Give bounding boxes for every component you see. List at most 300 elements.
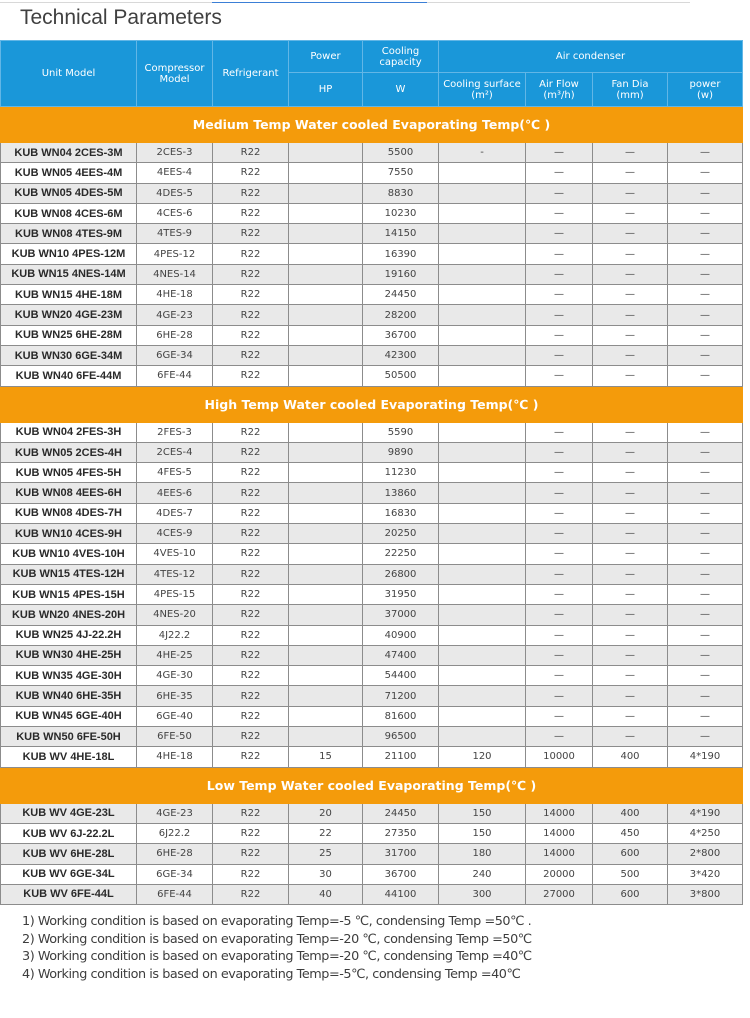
cell-compressor-model: 6GE-40: [137, 706, 213, 726]
cell-condenser-power: 2*800: [668, 844, 743, 864]
cell-fan-dia: 400: [593, 803, 668, 823]
table-row: [1, 605, 743, 625]
cell-unit-model: KUB WN08 4DES-7H: [1, 503, 137, 523]
cell-refrigerant: R22: [213, 483, 289, 503]
cell-cooling-capacity: 36700: [363, 325, 439, 345]
cell-unit-model: KUB WN15 4TES-12H: [1, 564, 137, 584]
table-row: [1, 285, 743, 305]
table-row: [1, 483, 743, 503]
cell-refrigerant: R22: [213, 605, 289, 625]
cell-cooling-capacity: 20250: [363, 524, 439, 544]
header-cooling-capacity-unit: W: [363, 73, 439, 107]
cell-cooling-surface: [439, 706, 526, 726]
table-row: [1, 564, 743, 584]
cell-air-flow: —: [526, 564, 593, 584]
cell-power-hp: [289, 686, 363, 706]
cell-unit-model: KUB WN30 6GE-34M: [1, 345, 137, 365]
section-band: [1, 386, 743, 422]
cell-cooling-surface: [439, 345, 526, 365]
cell-cooling-capacity: 47400: [363, 645, 439, 665]
cell-cooling-capacity: 40900: [363, 625, 439, 645]
cell-cooling-surface: [439, 463, 526, 483]
cell-unit-model: KUB WN15 4HE-18M: [1, 285, 137, 305]
cell-fan-dia: —: [593, 143, 668, 163]
cell-compressor-model: 4CES-9: [137, 524, 213, 544]
cell-condenser-power: —: [668, 706, 743, 726]
cell-fan-dia: —: [593, 503, 668, 523]
table-row: [1, 844, 743, 864]
cell-air-flow: —: [526, 483, 593, 503]
cell-air-flow: —: [526, 224, 593, 244]
cell-cooling-surface: [439, 163, 526, 183]
cell-condenser-power: —: [668, 584, 743, 604]
cell-fan-dia: —: [593, 584, 668, 604]
cell-cooling-surface: [439, 366, 526, 386]
cell-unit-model: KUB WN20 4GE-23M: [1, 305, 137, 325]
cell-power-hp: [289, 305, 363, 325]
cell-fan-dia: —: [593, 544, 668, 564]
cell-power-hp: 40: [289, 884, 363, 904]
header-power: Power: [289, 41, 363, 73]
header-air-flow-label: Air Flow: [539, 78, 579, 90]
table-row: [1, 463, 743, 483]
cell-unit-model: KUB WN20 4NES-20H: [1, 605, 137, 625]
cell-power-hp: 30: [289, 864, 363, 884]
cell-condenser-power: 4*190: [668, 747, 743, 767]
cell-power-hp: [289, 524, 363, 544]
cell-fan-dia: —: [593, 264, 668, 284]
header-cooling-surface: [439, 73, 526, 107]
cell-cooling-surface: 150: [439, 803, 526, 823]
cell-compressor-model: 4TES-12: [137, 564, 213, 584]
cell-condenser-power: —: [668, 285, 743, 305]
table-row: [1, 823, 743, 843]
cell-cooling-surface: [439, 727, 526, 747]
table-row: [1, 584, 743, 604]
section-title: High Temp Water cooled Evaporating Temp(℃ ): [1, 386, 743, 422]
cell-air-flow: —: [526, 183, 593, 203]
table-row: [1, 524, 743, 544]
cell-air-flow: —: [526, 625, 593, 645]
cell-compressor-model: 4PES-15: [137, 584, 213, 604]
cell-cooling-surface: [439, 422, 526, 442]
cell-air-flow: —: [526, 584, 593, 604]
cell-air-flow: 20000: [526, 864, 593, 884]
cell-condenser-power: 3*800: [668, 884, 743, 904]
cell-cooling-surface: [439, 584, 526, 604]
cell-condenser-power: —: [668, 442, 743, 462]
cell-refrigerant: R22: [213, 264, 289, 284]
cell-air-flow: 14000: [526, 803, 593, 823]
note-1: 1) Working condition is based on evaporating Temp=-5 ℃, condensing Temp =50℃ .: [22, 914, 532, 929]
cell-air-flow: —: [526, 244, 593, 264]
cell-air-flow: —: [526, 345, 593, 365]
cell-compressor-model: 4VES-10: [137, 544, 213, 564]
cell-fan-dia: —: [593, 645, 668, 665]
cell-unit-model: KUB WN25 4J-22.2H: [1, 625, 137, 645]
cell-refrigerant: R22: [213, 442, 289, 462]
cell-air-flow: —: [526, 605, 593, 625]
cell-compressor-model: 6J22.2: [137, 823, 213, 843]
table-row: [1, 183, 743, 203]
cell-compressor-model: 4DES-7: [137, 503, 213, 523]
cell-condenser-power: —: [668, 163, 743, 183]
header-fan-dia: [593, 73, 668, 107]
cell-cooling-surface: [439, 285, 526, 305]
cell-fan-dia: —: [593, 366, 668, 386]
cell-power-hp: [289, 285, 363, 305]
cell-unit-model: KUB WV 6FE-44L: [1, 884, 137, 904]
cell-compressor-model: 4EES-6: [137, 483, 213, 503]
table-row: [1, 803, 743, 823]
cell-air-flow: 27000: [526, 884, 593, 904]
cell-unit-model: KUB WN08 4CES-6M: [1, 203, 137, 223]
section-title: Medium Temp Water cooled Evaporating Temp(℃ ): [1, 107, 743, 143]
cell-compressor-model: 2FES-3: [137, 422, 213, 442]
note-3: 3) Working condition is based on evaporating Temp=-20 ℃, condensing Temp =40℃: [22, 949, 532, 964]
cell-cooling-surface: [439, 686, 526, 706]
table-row: [1, 203, 743, 223]
cell-condenser-power: —: [668, 524, 743, 544]
cell-compressor-model: 4DES-5: [137, 183, 213, 203]
cell-air-flow: —: [526, 143, 593, 163]
cell-cooling-capacity: 44100: [363, 884, 439, 904]
cell-cooling-capacity: 22250: [363, 544, 439, 564]
cell-power-hp: [289, 366, 363, 386]
cell-refrigerant: R22: [213, 285, 289, 305]
table-row: [1, 224, 743, 244]
cell-unit-model: KUB WN04 2FES-3H: [1, 422, 137, 442]
table-row: [1, 163, 743, 183]
cell-condenser-power: —: [668, 463, 743, 483]
cell-unit-model: KUB WN40 6HE-35H: [1, 686, 137, 706]
page-title: Technical Parameters: [20, 6, 222, 29]
cell-fan-dia: —: [593, 686, 668, 706]
cell-condenser-power: 4*190: [668, 803, 743, 823]
cell-air-flow: —: [526, 727, 593, 747]
cell-fan-dia: —: [593, 564, 668, 584]
cell-fan-dia: —: [593, 285, 668, 305]
cell-condenser-power: —: [668, 544, 743, 564]
cell-refrigerant: R22: [213, 305, 289, 325]
cell-cooling-capacity: 42300: [363, 345, 439, 365]
table-row: [1, 366, 743, 386]
cell-refrigerant: R22: [213, 366, 289, 386]
table-row: [1, 884, 743, 904]
cell-cooling-capacity: 54400: [363, 666, 439, 686]
cell-unit-model: KUB WN08 4TES-9M: [1, 224, 137, 244]
cell-compressor-model: 4NES-20: [137, 605, 213, 625]
cell-air-flow: —: [526, 503, 593, 523]
cell-refrigerant: R22: [213, 625, 289, 645]
header-air-condenser: Air condenser: [439, 41, 743, 73]
cell-cooling-capacity: 96500: [363, 727, 439, 747]
cell-power-hp: [289, 625, 363, 645]
cell-compressor-model: 4J22.2: [137, 625, 213, 645]
header-condenser-power-label: power: [689, 78, 721, 90]
header-cooling-surface-unit: (m²): [471, 89, 493, 101]
cell-air-flow: —: [526, 305, 593, 325]
cell-cooling-capacity: 19160: [363, 264, 439, 284]
table-row: [1, 244, 743, 264]
cell-air-flow: —: [526, 163, 593, 183]
header-fan-dia-label: Fan Dia: [611, 78, 649, 90]
section-title: Low Temp Water cooled Evaporating Temp(℃ ): [1, 767, 743, 803]
cell-unit-model: KUB WV 6HE-28L: [1, 844, 137, 864]
cell-power-hp: [289, 463, 363, 483]
cell-refrigerant: R22: [213, 345, 289, 365]
header-unit-model: Unit Model: [1, 41, 137, 107]
cell-compressor-model: 6FE-44: [137, 366, 213, 386]
cell-power-hp: [289, 345, 363, 365]
cell-refrigerant: R22: [213, 706, 289, 726]
cell-cooling-surface: [439, 325, 526, 345]
cell-unit-model: KUB WN25 6HE-28M: [1, 325, 137, 345]
cell-fan-dia: 500: [593, 864, 668, 884]
cell-air-flow: —: [526, 203, 593, 223]
cell-cooling-capacity: 5500: [363, 143, 439, 163]
cell-compressor-model: 4GE-23: [137, 305, 213, 325]
cell-condenser-power: —: [668, 605, 743, 625]
cell-unit-model: KUB WN35 4GE-30H: [1, 666, 137, 686]
cell-fan-dia: —: [593, 305, 668, 325]
cell-compressor-model: 6FE-50: [137, 727, 213, 747]
table-row: [1, 706, 743, 726]
cell-refrigerant: R22: [213, 727, 289, 747]
cell-refrigerant: R22: [213, 564, 289, 584]
cell-unit-model: KUB WN15 4PES-15H: [1, 584, 137, 604]
cell-cooling-capacity: 31700: [363, 844, 439, 864]
cell-fan-dia: —: [593, 345, 668, 365]
cell-compressor-model: 4EES-4: [137, 163, 213, 183]
cell-refrigerant: R22: [213, 224, 289, 244]
cell-compressor-model: 4GE-23: [137, 803, 213, 823]
cell-condenser-power: —: [668, 422, 743, 442]
cell-condenser-power: —: [668, 305, 743, 325]
cell-refrigerant: R22: [213, 584, 289, 604]
cell-power-hp: [289, 183, 363, 203]
cell-unit-model: KUB WN40 6FE-44M: [1, 366, 137, 386]
cell-air-flow: —: [526, 442, 593, 462]
cell-compressor-model: 4FES-5: [137, 463, 213, 483]
cell-fan-dia: —: [593, 463, 668, 483]
cell-refrigerant: R22: [213, 884, 289, 904]
cell-compressor-model: 4TES-9: [137, 224, 213, 244]
header-air-flow: [526, 73, 593, 107]
cell-cooling-surface: [439, 305, 526, 325]
cell-cooling-surface: [439, 183, 526, 203]
section-band: [1, 767, 743, 803]
cell-fan-dia: —: [593, 483, 668, 503]
cell-air-flow: —: [526, 666, 593, 686]
cell-refrigerant: R22: [213, 183, 289, 203]
cell-refrigerant: R22: [213, 203, 289, 223]
cell-cooling-capacity: 24450: [363, 803, 439, 823]
cell-fan-dia: —: [593, 524, 668, 544]
cell-compressor-model: 4CES-6: [137, 203, 213, 223]
cell-power-hp: [289, 645, 363, 665]
cell-cooling-capacity: 14150: [363, 224, 439, 244]
note-2: 2) Working condition is based on evaporating Temp=-20 ℃, condensing Temp =50℃: [22, 931, 532, 947]
cell-cooling-capacity: 8830: [363, 183, 439, 203]
cell-cooling-surface: [439, 264, 526, 284]
cell-air-flow: —: [526, 645, 593, 665]
cell-fan-dia: —: [593, 727, 668, 747]
cell-unit-model: KUB WN05 4FES-5H: [1, 463, 137, 483]
cell-fan-dia: —: [593, 666, 668, 686]
cell-power-hp: [289, 544, 363, 564]
table-row: [1, 747, 743, 767]
cell-condenser-power: —: [668, 645, 743, 665]
table-row: [1, 864, 743, 884]
cell-fan-dia: —: [593, 183, 668, 203]
cell-unit-model: KUB WV 6GE-34L: [1, 864, 137, 884]
cell-refrigerant: R22: [213, 686, 289, 706]
cell-condenser-power: —: [668, 483, 743, 503]
table-row: [1, 143, 743, 163]
cell-cooling-surface: 120: [439, 747, 526, 767]
cell-refrigerant: R22: [213, 503, 289, 523]
cell-cooling-surface: [439, 224, 526, 244]
cell-cooling-capacity: 5590: [363, 422, 439, 442]
cell-cooling-capacity: 16830: [363, 503, 439, 523]
cell-unit-model: KUB WN15 4NES-14M: [1, 264, 137, 284]
cell-compressor-model: 6FE-44: [137, 884, 213, 904]
cell-cooling-capacity: 11230: [363, 463, 439, 483]
cell-power-hp: [289, 442, 363, 462]
cell-unit-model: KUB WN05 2CES-4H: [1, 442, 137, 462]
table-row: [1, 666, 743, 686]
cell-fan-dia: 450: [593, 823, 668, 843]
cell-condenser-power: —: [668, 366, 743, 386]
cell-condenser-power: —: [668, 264, 743, 284]
cell-compressor-model: 2CES-3: [137, 143, 213, 163]
cell-unit-model: KUB WN30 4HE-25H: [1, 645, 137, 665]
cell-cooling-surface: [439, 544, 526, 564]
cell-condenser-power: —: [668, 183, 743, 203]
cell-cooling-capacity: 81600: [363, 706, 439, 726]
cell-cooling-surface: [439, 503, 526, 523]
cell-refrigerant: R22: [213, 143, 289, 163]
cell-air-flow: —: [526, 463, 593, 483]
cell-compressor-model: 2CES-4: [137, 442, 213, 462]
cell-condenser-power: —: [668, 224, 743, 244]
cell-air-flow: —: [526, 422, 593, 442]
cell-unit-model: KUB WN10 4PES-12M: [1, 244, 137, 264]
header-air-flow-unit: (m³/h): [543, 89, 575, 101]
technical-parameters-table: [0, 40, 743, 905]
table-row: [1, 264, 743, 284]
cell-power-hp: 20: [289, 803, 363, 823]
cell-power-hp: [289, 143, 363, 163]
cell-cooling-surface: [439, 564, 526, 584]
cell-unit-model: KUB WN10 4CES-9H: [1, 524, 137, 544]
cell-compressor-model: 4HE-18: [137, 747, 213, 767]
cell-cooling-capacity: 71200: [363, 686, 439, 706]
cell-cooling-capacity: 7550: [363, 163, 439, 183]
cell-unit-model: KUB WN04 2CES-3M: [1, 143, 137, 163]
cell-refrigerant: R22: [213, 544, 289, 564]
header-fan-dia-unit: (mm): [616, 89, 644, 101]
cell-condenser-power: —: [668, 686, 743, 706]
cell-condenser-power: —: [668, 625, 743, 645]
cell-compressor-model: 6HE-28: [137, 325, 213, 345]
cell-fan-dia: —: [593, 706, 668, 726]
cell-power-hp: [289, 224, 363, 244]
cell-power-hp: [289, 203, 363, 223]
table-row: [1, 442, 743, 462]
cell-power-hp: [289, 163, 363, 183]
cell-compressor-model: 4NES-14: [137, 264, 213, 284]
top-accent-line: [212, 2, 427, 3]
cell-fan-dia: —: [593, 605, 668, 625]
cell-cooling-capacity: 27350: [363, 823, 439, 843]
cell-compressor-model: 4HE-18: [137, 285, 213, 305]
section-band: [1, 107, 743, 143]
cell-cooling-surface: [439, 645, 526, 665]
cell-compressor-model: 4HE-25: [137, 645, 213, 665]
cell-air-flow: 10000: [526, 747, 593, 767]
table-row: [1, 544, 743, 564]
cell-unit-model: KUB WN05 4EES-4M: [1, 163, 137, 183]
cell-cooling-surface: [439, 203, 526, 223]
cell-fan-dia: 600: [593, 844, 668, 864]
cell-cooling-capacity: 50500: [363, 366, 439, 386]
header-power-unit: HP: [289, 73, 363, 107]
cell-cooling-capacity: 16390: [363, 244, 439, 264]
cell-power-hp: [289, 422, 363, 442]
cell-refrigerant: R22: [213, 823, 289, 843]
cell-fan-dia: —: [593, 442, 668, 462]
cell-refrigerant: R22: [213, 747, 289, 767]
cell-power-hp: [289, 483, 363, 503]
cell-compressor-model: 6GE-34: [137, 345, 213, 365]
cell-unit-model: KUB WN05 4DES-5M: [1, 183, 137, 203]
cell-power-hp: [289, 666, 363, 686]
cell-compressor-model: 6HE-35: [137, 686, 213, 706]
cell-power-hp: [289, 503, 363, 523]
cell-fan-dia: 600: [593, 884, 668, 904]
cell-compressor-model: 6HE-28: [137, 844, 213, 864]
cell-fan-dia: 400: [593, 747, 668, 767]
table-row: [1, 305, 743, 325]
cell-air-flow: 14000: [526, 844, 593, 864]
cell-cooling-surface: 240: [439, 864, 526, 884]
cell-refrigerant: R22: [213, 524, 289, 544]
cell-condenser-power: —: [668, 203, 743, 223]
note-4: 4) Working condition is based on evaporating Temp=-5℃, condensing Temp =40℃: [22, 966, 521, 982]
cell-cooling-surface: [439, 442, 526, 462]
cell-unit-model: KUB WN45 6GE-40H: [1, 706, 137, 726]
cell-condenser-power: —: [668, 564, 743, 584]
cell-cooling-capacity: 31950: [363, 584, 439, 604]
cell-air-flow: —: [526, 544, 593, 564]
cell-condenser-power: —: [668, 727, 743, 747]
cell-power-hp: 22: [289, 823, 363, 843]
cell-fan-dia: —: [593, 163, 668, 183]
cell-cooling-surface: 180: [439, 844, 526, 864]
cell-condenser-power: —: [668, 345, 743, 365]
table-row: [1, 325, 743, 345]
cell-cooling-surface: [439, 524, 526, 544]
table-row: [1, 727, 743, 747]
cell-power-hp: 25: [289, 844, 363, 864]
cell-unit-model: KUB WN50 6FE-50H: [1, 727, 137, 747]
notes: [22, 913, 532, 983]
cell-refrigerant: R22: [213, 864, 289, 884]
cell-air-flow: —: [526, 285, 593, 305]
cell-power-hp: [289, 605, 363, 625]
